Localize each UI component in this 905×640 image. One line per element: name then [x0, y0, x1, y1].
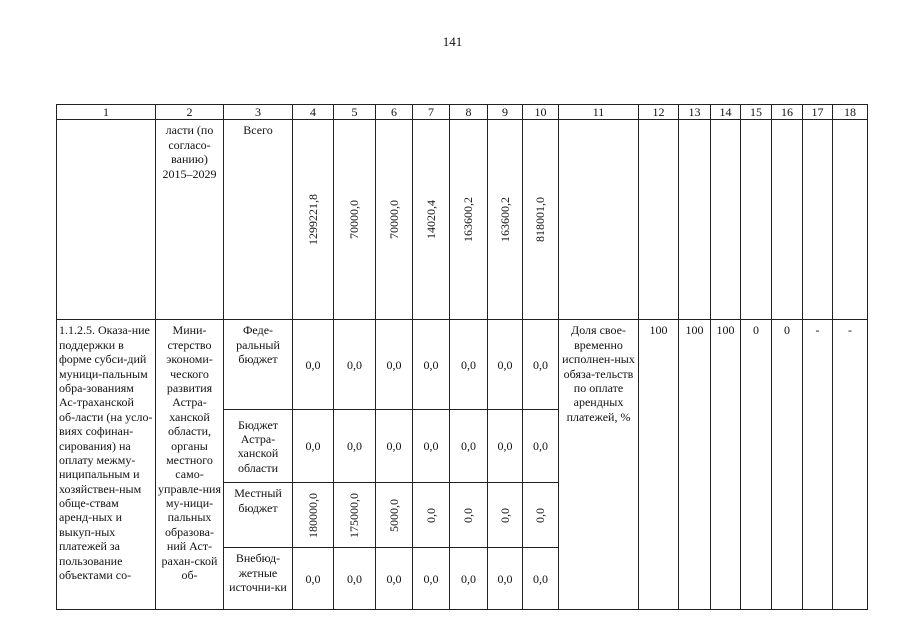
column-number: 6: [376, 105, 413, 120]
target-value: 0: [741, 320, 772, 610]
column-number: 13: [679, 105, 711, 120]
target-cell: [833, 120, 868, 320]
executor-continuation: ласти (по согласо-ванию) 2015–2029: [156, 120, 224, 320]
funding-value: 0,0: [293, 410, 334, 483]
target-cell: [772, 120, 803, 320]
funding-source-name: Феде-ральный бюджет: [224, 320, 293, 410]
funding-value: 0,0: [334, 320, 376, 410]
continuation-row: [57, 120, 868, 320]
funding-value: 0,0: [488, 320, 523, 410]
target-cell: [803, 120, 833, 320]
total-value: 70000,0: [386, 200, 401, 240]
funding-value-cell: [413, 483, 450, 548]
indicator-cell: [559, 120, 639, 320]
target-cell: [711, 120, 741, 320]
column-number: 10: [523, 105, 559, 120]
total-value-cell: [334, 120, 376, 320]
funding-value: 0,0: [293, 548, 334, 610]
indicator-name: Доля свое-временно исполнен-ных обяза-тельств по оплате арендных платежей, %: [559, 320, 639, 610]
funding-value: 0,0: [450, 548, 488, 610]
total-value-cell: [413, 120, 450, 320]
total-value: 818001,0: [533, 197, 548, 243]
item-executor: Мини-стерство экономи-ческого развития Астра-ханской области, органы местного само-управле-ния му-ници-пальных образова-ний Аст-рахан-ской об-: [156, 320, 224, 610]
funding-value: 0,0: [376, 320, 413, 410]
item-name-cell: [57, 120, 156, 320]
funding-value: 0,0: [497, 507, 512, 523]
funding-value: 0,0: [334, 548, 376, 610]
column-number: 12: [639, 105, 679, 120]
total-value: 14020,4: [423, 200, 438, 240]
total-value: 163600,2: [461, 197, 476, 243]
funding-source-name: Местный бюджет: [224, 483, 293, 548]
funding-value-cell: [376, 483, 413, 548]
funding-value: 0,0: [423, 507, 438, 523]
funding-value-cell: [334, 483, 376, 548]
target-value: 100: [679, 320, 711, 610]
funding-value: 175000,0: [347, 492, 362, 538]
funding-row-federal: [57, 320, 868, 410]
funding-value: 0,0: [293, 320, 334, 410]
funding-value: 0,0: [376, 410, 413, 483]
total-value: 70000,0: [347, 200, 362, 240]
funding-value: 5000,0: [386, 498, 401, 532]
column-number: 5: [334, 105, 376, 120]
funding-value: 0,0: [334, 410, 376, 483]
funding-value: 0,0: [461, 507, 476, 523]
funding-value-cell: [488, 483, 523, 548]
column-number: 4: [293, 105, 334, 120]
funding-source-total: Всего: [224, 120, 293, 320]
funding-value: 180000,0: [305, 492, 320, 538]
funding-value: 0,0: [488, 548, 523, 610]
column-number: 1: [57, 105, 156, 120]
total-value-cell: [293, 120, 334, 320]
total-value-cell: [450, 120, 488, 320]
column-number: 9: [488, 105, 523, 120]
funding-value: 0,0: [413, 320, 450, 410]
target-value: -: [833, 320, 868, 610]
funding-value: 0,0: [523, 320, 559, 410]
funding-value-cell: [293, 483, 334, 548]
funding-value: 0,0: [413, 548, 450, 610]
target-value: -: [803, 320, 833, 610]
funding-value: 0,0: [413, 410, 450, 483]
column-number: 7: [413, 105, 450, 120]
page-number: 141: [442, 34, 463, 49]
column-number: 2: [156, 105, 224, 120]
funding-value-cell: [523, 483, 559, 548]
column-number: 3: [224, 105, 293, 120]
funding-value: 0,0: [450, 320, 488, 410]
funding-value: 0,0: [533, 507, 548, 523]
funding-value: 0,0: [523, 548, 559, 610]
funding-value-cell: [450, 483, 488, 548]
target-value: 100: [639, 320, 679, 610]
target-cell: [639, 120, 679, 320]
total-value: 163600,2: [497, 197, 512, 243]
column-number: 14: [711, 105, 741, 120]
total-value-cell: [376, 120, 413, 320]
funding-source-name: Бюджет Астра-ханской области: [224, 410, 293, 483]
column-number: 15: [741, 105, 772, 120]
program-table: [56, 104, 868, 610]
total-value-cell: [523, 120, 559, 320]
funding-value: 0,0: [376, 548, 413, 610]
funding-value: 0,0: [450, 410, 488, 483]
target-value: 0: [772, 320, 803, 610]
total-value: 1299221,8: [305, 194, 320, 246]
column-number: 18: [833, 105, 868, 120]
column-number: 17: [803, 105, 833, 120]
target-cell: [679, 120, 711, 320]
column-number: 8: [450, 105, 488, 120]
item-name: 1.1.2.5. Оказа-ние поддержки в форме субси-дий муници-пальным обра-зованиям Ас-траханской об-ласти (на усло-виях софинан-сирования) на оплату межму-ниципальным и хозяйствен-ным обще-ствам аренд-ных и выкуп-ных платежей за пользование объектами со-: [57, 320, 156, 610]
column-number: 16: [772, 105, 803, 120]
column-number-row: [57, 105, 868, 120]
column-number: 11: [559, 105, 639, 120]
funding-source-name: Внебюд-жетные источни-ки: [224, 548, 293, 610]
total-value-cell: [488, 120, 523, 320]
target-value: 100: [711, 320, 741, 610]
funding-value: 0,0: [488, 410, 523, 483]
funding-value: 0,0: [523, 410, 559, 483]
target-cell: [741, 120, 772, 320]
